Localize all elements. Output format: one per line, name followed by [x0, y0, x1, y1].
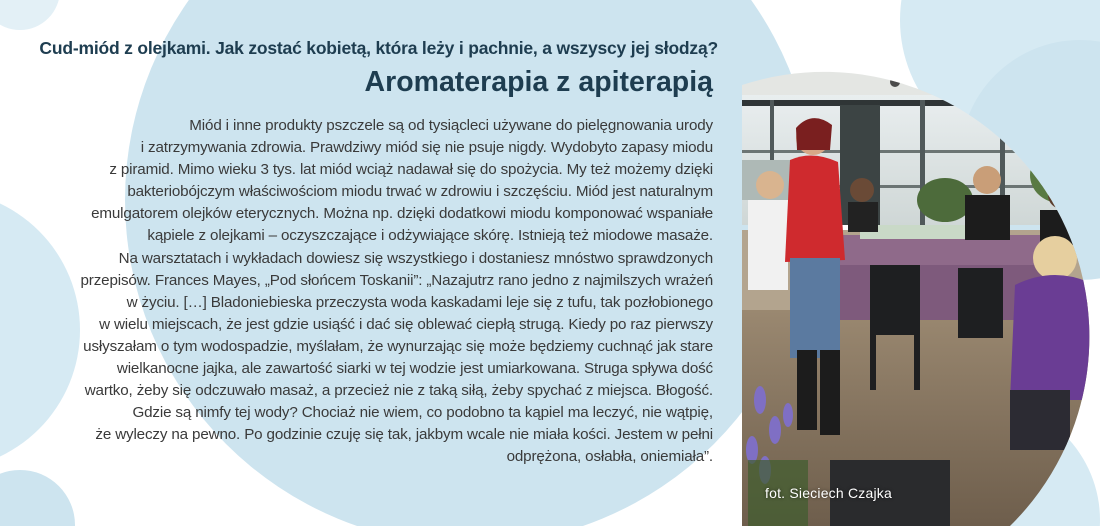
body-line: emulgatorem olejków eterycznych. Można np. dzięki dodatkowi miodu komponować wspaniałe — [91, 205, 713, 223]
body-line: wielkanocne jajka, ale zawartość siarki w tej wodzie jest umiarkowana. Struga spływa dość — [116, 360, 713, 378]
body-line: w życiu. […] Bladoniebieska przeczysta woda kaskadami leje się z tufu, tak pozłobionego — [126, 293, 713, 311]
body-line: odprężona, osłabła, oniemiała”. — [506, 448, 713, 466]
article-title: Aromaterapia z apiterapią — [364, 66, 713, 98]
body-line: wartko, żeby się odczuwało masaż, a przecież nie z taką siłą, żeby spychać z miejsca. Błogość. — [84, 382, 713, 400]
body-line: Gdzie są nimfy tej wody? Chociaż nie wiem, co podobno ta kąpiel ma leczyć, nie wątpię, — [132, 404, 713, 422]
photo-credit: fot. Sieciech Czajka — [765, 485, 892, 501]
article-subtitle: Cud-miód z olejkami. Jak zostać kobietą, która leży i pachnie, a wszyscy jej słodzą? — [39, 38, 718, 58]
body-line: kąpiele z olejkami – oczyszczające i odżywiające skórę. Istnieją też miodowe masaże. — [147, 227, 713, 245]
body-line: że wyleczy na pewno. Po godzinie czuję się tak, jakbym wcale nie miała kości. Jestem w pełni — [95, 426, 713, 444]
body-line: w wielu miejscach, że jest gdzie usiąść i dać się oblewać ciepłą strugą. Kiedy po raz pierwszy — [99, 315, 713, 333]
body-line: Miód i inne produkty pszczele są od tysiącleci używane do pielęgnowania urody — [189, 117, 713, 134]
body-line: z piramid. Mimo wieku 3 tys. lat miód wciąż nadawał się do spożycia. My też możemy dzięki — [109, 161, 713, 179]
body-line: Na warsztatach i wykładach dowiesz się wszystkiego i dostaniesz mnóstwo sprawdzonych — [118, 249, 713, 267]
body-line: usłyszałam o tym wodospadzie, myślałam, że wynurzając się może będziemy cuchnąć jak stare — [83, 337, 713, 355]
body-line: i zatrzymywania zdrowia. Prawdziwy miód się nie psuje nigdy. Wydobyto zapasy miodu — [140, 139, 713, 157]
body-line: bakteriobójczym właściwościom miodu trwać w zdrowiu i szczęściu. Miód jest naturalnym — [127, 183, 713, 201]
body-line: przepisów. Frances Mayes, „Pod słońcem Toskanii”: „Nazajutrz rano jedno z najmilszych wrażeń — [80, 271, 713, 289]
